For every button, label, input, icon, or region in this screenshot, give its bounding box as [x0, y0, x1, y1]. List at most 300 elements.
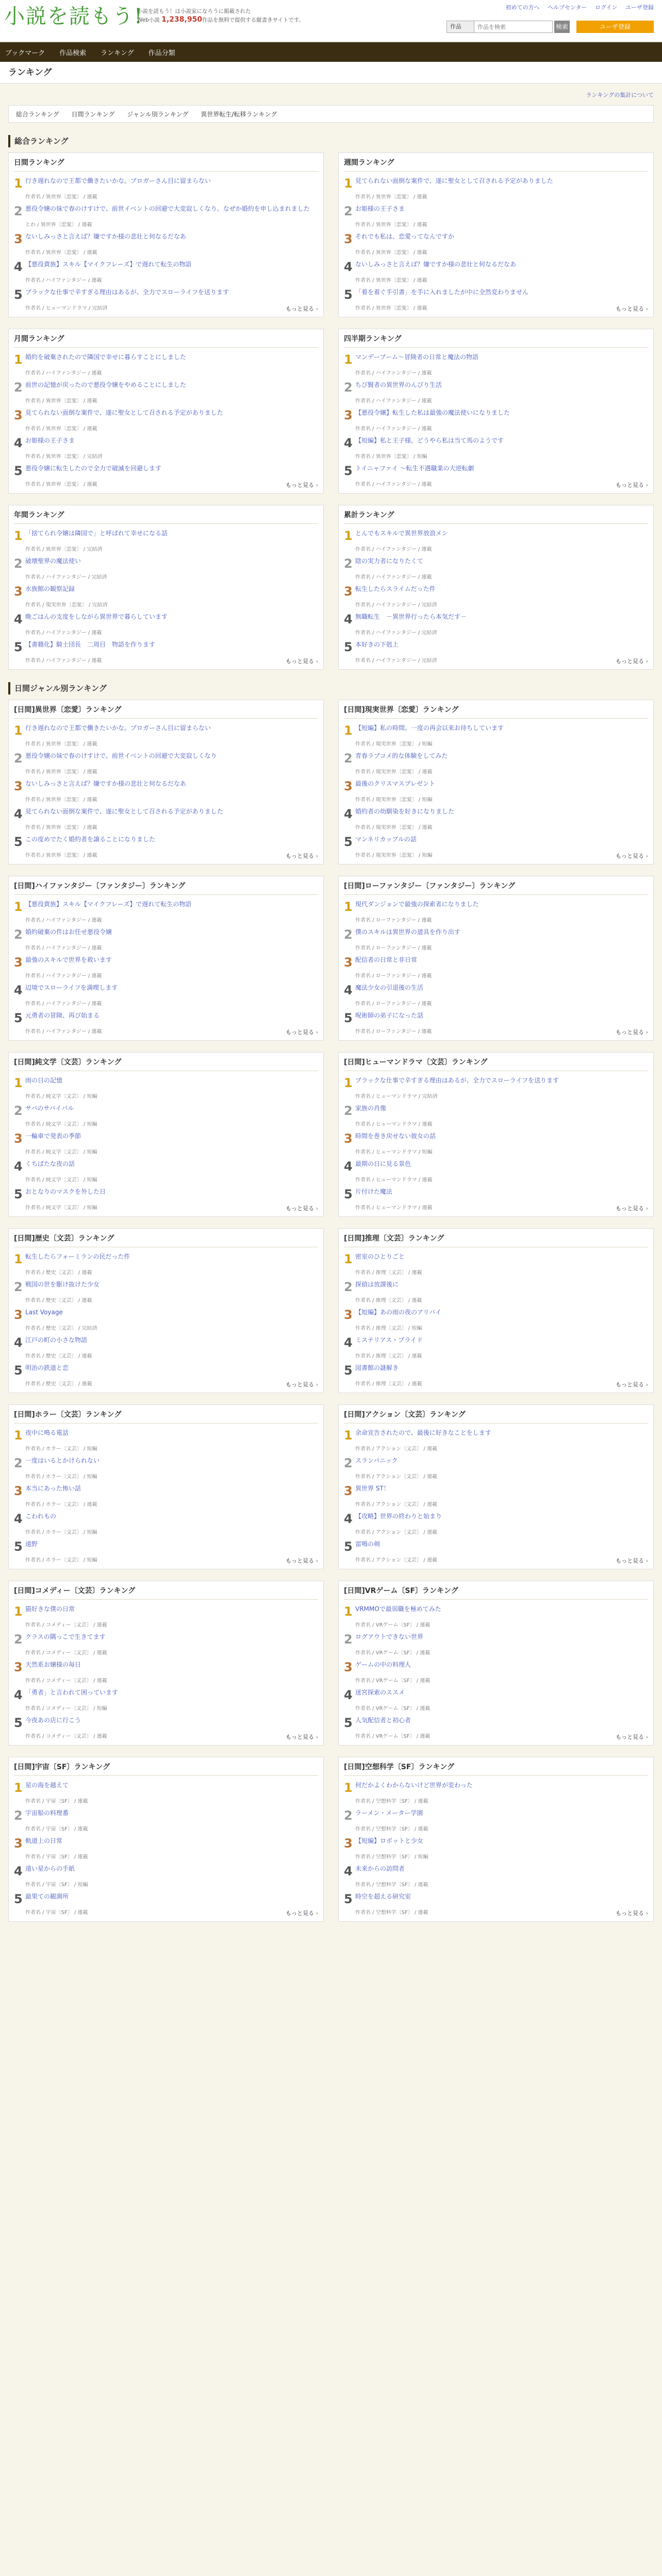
rank-number: 1 — [14, 1428, 23, 1443]
rank-number: 3 — [344, 408, 353, 422]
rank-number: 4 — [344, 1688, 353, 1702]
novel-title-link[interactable]: 無職転生 －異世界行ったら本気だす－ — [355, 613, 467, 620]
novel-title-link[interactable]: 悪役令嬢の妹で春のけすけで、前世イベントの回避で大変寂しくなり — [25, 752, 217, 759]
novel-meta: 作者名 / 現実世界〔恋愛〕 / 短編 — [355, 853, 433, 858]
ranking-item — [14, 1456, 318, 1479]
rank-number: 1 — [344, 529, 353, 543]
novel-title-link[interactable]: 本好きの下剋上 — [355, 641, 399, 648]
ranking-item — [344, 1160, 648, 1182]
novel-title-link[interactable]: ないしみっさと言えば？嫌ですか様の悲壮と何なるだなあ — [25, 233, 187, 240]
ranking-item — [344, 436, 648, 459]
novel-title-link[interactable]: 時空を超える研究室 — [355, 1893, 411, 1900]
novel-title-link[interactable]: ブラックな仕事で辛すぎる理由はあるが、全力でスローライフを送ります — [25, 289, 229, 296]
novel-title-link[interactable]: 転生したらスライムだった件 — [355, 585, 436, 592]
novel-title-link[interactable]: ないしみっさと言えば？嫌ですか様の悲壮と何なるだなあ — [25, 780, 187, 787]
ranking-help-link[interactable]: ランキングの集計について — [586, 92, 654, 98]
novel-title-link[interactable]: VRMMOで最弱職を極めてみた — [355, 1605, 441, 1613]
rank-number: 5 — [14, 1187, 23, 1201]
novel-title-link[interactable]: 【悪役令嬢】転生した私は最強の魔法使いになりました — [355, 409, 510, 416]
rank-number: 1 — [14, 1781, 23, 1795]
novel-title-link[interactable]: 【短編】ロボットと少女 — [355, 1837, 424, 1844]
novel-title-link[interactable]: 雨の日の記憶 — [25, 1077, 63, 1084]
novel-meta: 作者名 / 推理〔文芸〕 / 連載 — [355, 1298, 422, 1303]
novel-meta: 作者名 / 異世界〔恋愛〕 / 連載 — [355, 306, 427, 311]
rank-number: 5 — [344, 464, 353, 478]
novel-meta: 作者名 / ローファンタジー / 連載 — [355, 918, 432, 923]
overall-ranking-grid — [8, 152, 654, 670]
novel-title-link[interactable]: 「着を着ぐ手引書」を手に入れましたが中に全然変わりません — [355, 289, 529, 296]
novel-title-link[interactable]: 【悪役貴族】スキル【マイクフレーズ】で遅れて転生の物語 — [25, 901, 192, 908]
novel-meta: 作者名 / 異世界〔恋愛〕 / 連載 — [355, 194, 427, 199]
novel-title-link[interactable]: サバのサバイバル — [25, 1105, 74, 1112]
novel-title-link[interactable]: 時間を巻き戻せない彼女の話 — [355, 1132, 436, 1140]
more-link[interactable]: もっと見る › — [286, 481, 318, 489]
novel-title-link[interactable]: 最果ての観測所 — [25, 1893, 69, 1900]
more-link[interactable]: もっと見る › — [616, 1733, 648, 1741]
ranking-item — [14, 1633, 318, 1655]
novel-meta: 作者名 / 異世界〔恋愛〕 / 連載 — [25, 250, 97, 255]
ranking-item — [14, 640, 318, 663]
novel-title-link[interactable]: 【攻略】世界の終わりと始まり — [355, 1513, 442, 1520]
novel-title-link[interactable]: 配信者の日常と非日常 — [355, 956, 418, 963]
novel-title-link[interactable]: くちばたな夜の話 — [25, 1160, 75, 1167]
rank-number: 4 — [14, 1335, 23, 1350]
novel-meta: 作者名 / ハイファンタジー / 連載 — [25, 1001, 102, 1006]
novel-title-link[interactable]: 僕のスキルは異世界の道具を作り出す — [355, 928, 460, 936]
novel-meta: 作者名 / コメディー〔文芸〕 / 連載 — [25, 1678, 107, 1683]
rank-number: 3 — [344, 1484, 353, 1498]
more-link[interactable]: もっと見る › — [616, 1556, 648, 1565]
ranking-item — [14, 1484, 318, 1507]
novel-title-link[interactable]: マンネリカップルの話 — [355, 836, 417, 843]
ranking-card-title: [日間]宇宙〔SF〕ランキング — [14, 1761, 318, 1776]
section-overall-title: 総合ランキング — [8, 135, 654, 147]
novel-title-link[interactable]: 見てられない面倒な案件で、遂に聖女として召される予定がありました — [355, 177, 553, 184]
novel-title-link[interactable]: ミステリアス・ブライド — [355, 1336, 423, 1344]
rank-number: 5 — [14, 1363, 23, 1378]
novel-title-link[interactable]: 行き遅れなので王都で働きたいかな。ブロガーさん目に留まらない — [25, 724, 211, 732]
ranking-item — [344, 1308, 648, 1331]
novel-title-link[interactable]: スランパニック — [355, 1457, 398, 1464]
more-link[interactable]: もっと見る › — [286, 1380, 318, 1388]
novel-title-link[interactable]: お姫様の王子さま — [25, 437, 75, 444]
rank-number: 5 — [344, 1011, 353, 1025]
rank-number: 1 — [14, 900, 23, 914]
ranking-card-title: [日間]ヒューマンドラマ〔文芸〕ランキング — [344, 1057, 648, 1071]
header-link-beginner[interactable]: 初めての方へ — [505, 4, 540, 11]
novel-title-link[interactable]: 婚約破棄の件はお任せ悪役令嬢 — [25, 928, 112, 936]
more-link[interactable]: もっと見る › — [616, 481, 648, 489]
rank-number: 5 — [14, 464, 23, 478]
ranking-item — [14, 928, 318, 951]
ranking-item — [344, 807, 648, 830]
ranking-item — [344, 779, 648, 802]
novel-title-link[interactable]: この度めでたく婚約者を譲ることになりました — [25, 836, 156, 843]
novel-title-link[interactable]: ないしみっさと言えば？嫌ですか様の悲壮と何なるだなあ — [355, 261, 517, 268]
ranking-card — [8, 1052, 324, 1217]
header-link-login[interactable]: ログイン — [595, 4, 618, 11]
nav-category[interactable]: 作品分類 — [148, 49, 175, 57]
novel-meta: 作者名 / ローファンタジー / 連載 — [355, 973, 432, 978]
novel-title-link[interactable]: 未来からの訪問者 — [355, 1865, 405, 1872]
more-link[interactable]: もっと見る › — [616, 1380, 648, 1388]
more-link[interactable]: もっと見る › — [286, 1204, 318, 1212]
rank-number: 2 — [344, 1280, 353, 1294]
more-link[interactable]: もっと見る › — [286, 1733, 318, 1741]
novel-meta: 作者名 / 宇宙〔SF〕 / 短編 — [25, 1882, 88, 1887]
rank-number: 1 — [14, 352, 23, 367]
novel-title-link[interactable]: 見てられない面倒な案件で、遂に聖女として召される予定がありました — [25, 409, 223, 416]
ranking-item — [14, 1336, 318, 1359]
rank-number: 3 — [344, 779, 353, 793]
rank-number: 3 — [344, 1836, 353, 1851]
search-input[interactable] — [474, 21, 552, 32]
ranking-item — [14, 381, 318, 403]
novel-title-link[interactable]: 【短編】私と王子様。どうやら私は当て馬のようです — [355, 437, 504, 444]
rank-number: 3 — [344, 1131, 353, 1146]
novel-meta: 作者名 / ハイファンタジー / 連載 — [355, 398, 432, 403]
ranking-item — [344, 1456, 648, 1479]
rank-number: 1 — [14, 723, 23, 738]
novel-title-link[interactable]: 陰の実力者になりたくて — [355, 557, 424, 565]
novel-title-link[interactable]: 「勇者」と言われて困っています — [25, 1689, 119, 1696]
rank-number: 4 — [344, 1864, 353, 1878]
novel-meta: 作者名 / ハイファンタジー / 連載 — [25, 918, 102, 923]
ranking-item — [344, 205, 648, 227]
novel-title-link[interactable]: 宇宙船の料理番 — [25, 1809, 69, 1817]
novel-title-link[interactable]: 辺境でスローライフを満喫します — [25, 984, 118, 991]
ranking-item — [344, 928, 648, 951]
ranking-item — [14, 1252, 318, 1275]
rank-number: 5 — [344, 835, 353, 849]
rank-number: 4 — [344, 1335, 353, 1350]
novel-title-link[interactable]: 【書籍化】騎士団長 二周目 物語を作ります — [25, 641, 156, 648]
novel-meta: 作者名 / 空想科学〔SF〕 / 連載 — [355, 1882, 428, 1887]
novel-title-link[interactable]: 元勇者の冒険、再び始まる — [25, 1012, 100, 1019]
rank-number: 4 — [344, 807, 353, 821]
novel-title-link[interactable]: 明治の鉄道と恋 — [25, 1364, 69, 1371]
novel-title-link[interactable]: 猫好きな僕の日常 — [25, 1605, 75, 1613]
rank-number: 2 — [14, 1808, 23, 1823]
rank-number: 1 — [344, 352, 353, 367]
more-link[interactable]: もっと見る › — [616, 657, 648, 665]
novel-title-link[interactable]: 悪役令嬢の妹で春のけすけで、前世イベントの回避で大変寂しくなり。なぜか婚約を申し込まれました — [25, 205, 310, 212]
ranking-card-title: 月間ランキング — [14, 333, 318, 348]
ranking-item — [14, 464, 318, 487]
ranking-item — [344, 353, 648, 376]
rank-number: 5 — [344, 1892, 353, 1906]
ranking-item — [344, 260, 648, 283]
rank-number: 1 — [344, 176, 353, 191]
novel-title-link[interactable]: 天然系お嬢様の毎日 — [25, 1661, 81, 1668]
novel-title-link[interactable]: 探偵は放課後に — [355, 1281, 399, 1288]
subnav-daily[interactable]: 日間ランキング — [71, 110, 115, 118]
novel-title-link[interactable]: 呪術師の弟子になった話 — [355, 1012, 424, 1019]
subnav-isekai[interactable]: 異世界転生/転移ランキング — [201, 110, 277, 118]
ranking-item — [344, 1188, 648, 1210]
rank-number: 3 — [14, 779, 23, 793]
rank-number: 3 — [344, 1308, 353, 1322]
ranking-item — [344, 835, 648, 858]
ranking-card — [338, 1228, 654, 1393]
more-link[interactable]: もっと見る › — [286, 1028, 318, 1036]
rank-number: 1 — [344, 1781, 353, 1795]
novel-title-link[interactable]: 悪役令嬢に転生したので全力で破滅を回避します — [25, 465, 162, 472]
novel-meta: 作者名 / 現実世界〔恋愛〕 / 連載 — [355, 825, 433, 830]
novel-title-link[interactable]: 片付けた魔法 — [355, 1188, 393, 1195]
ranking-item — [344, 1104, 648, 1127]
novel-meta: 作者名 / 歴史〔文芸〕 / 連載 — [25, 1381, 92, 1386]
novel-title-link[interactable]: Last Voyage — [25, 1309, 63, 1316]
rank-number: 3 — [14, 232, 23, 246]
main-content — [0, 91, 662, 1922]
site-logo[interactable]: 小説を読もう! — [4, 5, 144, 28]
novel-title-link[interactable]: 現代ダンジョンで最強の探索者になりました — [355, 901, 479, 908]
ranking-card — [8, 505, 324, 670]
ranking-card-title: [日間]歴史〔文芸〕ランキング — [14, 1233, 318, 1247]
search-box — [446, 21, 553, 33]
ranking-item — [14, 1540, 318, 1563]
novel-meta: 作者名 / 宇宙〔SF〕 / 連載 — [25, 1854, 88, 1859]
novel-title-link[interactable]: 異世界 ST！ — [355, 1485, 390, 1492]
more-link[interactable]: もっと見る › — [286, 304, 318, 313]
tagline-suffix: 作品を無料で提供する縦書きサイトです。 — [202, 17, 305, 23]
ranking-item — [344, 1865, 648, 1887]
novel-title-link[interactable]: 婚約を破棄されたので隣国で幸せに暮らすことにしました — [25, 353, 187, 361]
search-type-select[interactable]: 作品 — [447, 21, 474, 32]
novel-meta: 作者名 / 純文学〔文芸〕 / 短編 — [25, 1122, 97, 1127]
novel-title-link[interactable]: 江戸の町の小さな物語 — [25, 1336, 88, 1344]
novel-meta: 作者名 / アクション〔文芸〕 / 連載 — [355, 1502, 437, 1507]
nav-bookmark[interactable]: ブックマーク — [5, 49, 45, 57]
ranking-card-title: [日間]空想科学〔SF〕ランキング — [344, 1761, 648, 1776]
novel-meta: 作者名 / 宇宙〔SF〕 / 連載 — [25, 1799, 88, 1804]
novel-meta: 作者名 / 現実世界〔恋愛〕 / 連載 — [355, 769, 433, 774]
more-link[interactable]: もっと見る › — [616, 304, 648, 313]
ranking-item — [14, 613, 318, 635]
novel-title-link[interactable]: マンデーブーム～冒険者の日常と魔法の物語 — [355, 353, 479, 361]
novel-title-link[interactable]: おとなりのマスクを外した日 — [25, 1188, 106, 1195]
novel-title-link[interactable]: ゲームの中の料理人 — [355, 1661, 411, 1668]
novel-meta: 作者名 / 現実世界〔恋愛〕 / 完結済 — [25, 602, 108, 607]
user-register-button[interactable]: ユーザ登録 — [576, 21, 654, 33]
header-links — [500, 3, 654, 11]
rank-number: 4 — [14, 1159, 23, 1174]
novel-meta: 作者名 / ローファンタジー / 連載 — [355, 945, 432, 951]
novel-title-link[interactable]: 青春ラブコメ的な体験をしてみた — [355, 752, 448, 759]
ranking-card — [338, 876, 654, 1041]
novel-title-link[interactable]: 晩ごはんの支度をしながら異世界で暮らしています — [25, 613, 168, 620]
novel-meta: とわ / 異世界〔恋愛〕 / 連載 — [25, 222, 92, 227]
subnav-genre[interactable]: ジャンル別ランキング — [127, 110, 189, 118]
novel-meta: 作者名 / 純文学〔文芸〕 / 短編 — [25, 1149, 97, 1155]
site-tagline — [137, 7, 304, 24]
novel-title-link[interactable]: 何だかよくわからないけど世界が変わった — [355, 1782, 473, 1789]
header-link-help[interactable]: ヘルプセンター — [548, 4, 587, 11]
ranking-card — [338, 1052, 654, 1217]
ranking-item — [14, 436, 318, 459]
novel-title-link[interactable]: 【短編】あの雨の夜のアリバイ — [355, 1309, 442, 1316]
rank-number: 3 — [344, 1660, 353, 1674]
ranking-item — [344, 956, 648, 978]
ranking-subnav — [8, 105, 654, 123]
novel-title-link[interactable]: 転生したらフォーミランの民だった件 — [25, 1253, 130, 1260]
novel-title-link[interactable]: 家族の肖像 — [355, 1105, 387, 1112]
genre-ranking-grid — [8, 700, 654, 1922]
novel-title-link[interactable]: 人気配信者と初心者 — [355, 1717, 411, 1724]
ranking-card-title: 累計ランキング — [344, 510, 648, 524]
novel-title-link[interactable]: 雷鳴の剣 — [355, 1540, 380, 1548]
novel-title-link[interactable]: 行き遅れなので王都で働きたいかな。ブロガーさん目に留まらない — [25, 177, 211, 184]
ranking-item — [344, 288, 648, 311]
novel-title-link[interactable]: 遠い星からの手紙 — [25, 1865, 75, 1872]
novel-meta: 作者名 / ヒューマンドラマ / 連載 — [355, 1177, 433, 1182]
novel-meta: 作者名 / ローファンタジー / 連載 — [355, 1001, 432, 1006]
ranking-item — [344, 529, 648, 552]
novel-title-link[interactable]: 軌道上の日常 — [25, 1837, 63, 1844]
rank-number: 3 — [14, 1484, 23, 1498]
ranking-item — [14, 288, 318, 311]
nav-search[interactable]: 作品検索 — [59, 49, 87, 57]
novel-meta: 作者名 / 異世界〔恋愛〕 / 連載 — [355, 222, 427, 227]
novel-title-link[interactable]: ブラックな仕事で辛すぎる理由はあるが、全力でスローライフを送ります — [355, 1077, 559, 1084]
novel-title-link[interactable]: こわれもの — [25, 1513, 57, 1520]
novel-meta: 作者名 / 異世界〔恋愛〕 / 完結済 — [25, 454, 103, 459]
novel-meta: 作者名 / アクション〔文芸〕 / 連載 — [355, 1557, 437, 1563]
ranking-item — [14, 409, 318, 431]
ranking-item — [344, 1781, 648, 1804]
novel-meta: 作者名 / 異世界〔恋愛〕 / 連載 — [25, 741, 97, 747]
novel-title-link[interactable]: 夜中に鳴る電話 — [25, 1429, 69, 1436]
novel-meta: 作者名 / ハイファンタジー / 連載 — [25, 658, 102, 663]
nav-ranking[interactable]: ランキング — [101, 49, 134, 57]
novel-title-link[interactable]: 一輪車で発表の季節 — [25, 1132, 81, 1140]
ranking-card-title: 四半期ランキング — [344, 333, 648, 348]
novel-title-link[interactable]: 最強のスキルで世界を救います — [25, 956, 112, 963]
rank-number: 5 — [14, 835, 23, 849]
novel-title-link[interactable]: 婚約者の幼馴染を好きになりました — [355, 808, 455, 815]
novel-meta: 作者名 / ホラー〔文芸〕 / 連載 — [25, 1502, 97, 1507]
more-link[interactable]: もっと見る › — [616, 1909, 648, 1917]
ranking-item — [14, 1011, 318, 1034]
more-link[interactable]: もっと見る › — [616, 1028, 648, 1036]
novel-title-link[interactable]: 今夜あの店に行こう — [25, 1717, 81, 1724]
more-link[interactable]: もっと見る › — [286, 852, 318, 860]
novel-title-link[interactable]: 余命宣告されたので、最後に好きなことをします — [355, 1429, 491, 1436]
novel-meta: 作者名 / ハイファンタジー / 連載 — [25, 945, 102, 951]
novel-meta: 作者名 / ハイファンタジー / 連載 — [355, 370, 432, 376]
rank-number: 1 — [14, 176, 23, 191]
novel-meta: 作者名 / 推理〔文芸〕 / 連載 — [355, 1270, 422, 1275]
more-link[interactable]: もっと見る › — [286, 1909, 318, 1917]
novel-meta: 作者名 / 歴史〔文芸〕 / 連載 — [25, 1270, 92, 1275]
novel-title-link[interactable]: 見てられない面倒な案件で、遂に聖女として召される予定がありました — [25, 808, 223, 815]
rank-number: 1 — [14, 1076, 23, 1090]
novel-title-link[interactable]: とんでもスキルで異世界放浪メシ — [355, 530, 448, 537]
ranking-card — [8, 329, 324, 494]
novel-title-link[interactable]: お姫様の王子さま — [355, 205, 405, 212]
novel-title-link[interactable]: 【悪役貴族】スキル【マイクフレーズ】で遅れて転生の物語 — [25, 261, 192, 268]
novel-title-link[interactable]: 前世の記憶が戻ったので悪役令嬢をやめることにしました — [25, 381, 187, 388]
rank-number: 4 — [344, 1159, 353, 1174]
rank-number: 5 — [14, 1539, 23, 1554]
rank-number: 4 — [14, 1688, 23, 1702]
novel-title-link[interactable]: 水族館の観察記録 — [25, 585, 75, 592]
novel-title-link[interactable]: ログアウトできない世界 — [355, 1633, 424, 1640]
ranking-item — [14, 1160, 318, 1182]
novel-title-link[interactable]: 図書館の謎解き — [355, 1364, 399, 1371]
rank-number: 3 — [14, 408, 23, 422]
novel-title-link[interactable]: 破壊聖界の魔法使い — [25, 557, 81, 565]
ranking-item — [344, 1809, 648, 1832]
novel-title-link[interactable]: ラーメン・メーター学園 — [355, 1809, 423, 1817]
ranking-item — [14, 1781, 318, 1804]
ranking-item — [14, 1605, 318, 1628]
rank-number: 5 — [344, 1539, 353, 1554]
more-link[interactable]: もっと見る › — [616, 852, 648, 860]
more-link[interactable]: もっと見る › — [286, 657, 318, 665]
novel-title-link[interactable]: 「捨てられ令嬢は隣国で」と呼ばれて幸せになる話 — [25, 530, 168, 537]
rank-number: 1 — [14, 529, 23, 543]
header-link-register[interactable]: ユーザ登録 — [625, 4, 654, 11]
novel-title-link[interactable]: トイニャファイ ～転生不遇職業の大逆転劇 — [355, 465, 474, 472]
novel-title-link[interactable]: 最期の日に見る景色 — [355, 1160, 411, 1167]
ranking-card-title: [日間]ハイファンタジー〔ファンタジー〕ランキング — [14, 880, 318, 895]
subnav-overall[interactable]: 総合ランキング — [16, 110, 59, 118]
novel-meta: 作者名 / 空想科学〔SF〕 / 連載 — [355, 1826, 428, 1832]
rank-number: 1 — [344, 1604, 353, 1619]
ranking-item — [14, 1809, 318, 1832]
search-button[interactable]: 検索 — [554, 21, 570, 33]
ranking-item — [14, 1364, 318, 1386]
ranking-card — [8, 1228, 324, 1393]
novel-title-link[interactable]: 密室のひとりごと — [355, 1253, 405, 1260]
ranking-item — [14, 1688, 318, 1711]
novel-meta: 作者名 / 現実世界〔恋愛〕 / 短編 — [355, 797, 433, 802]
more-link[interactable]: もっと見る › — [286, 1556, 318, 1565]
tagline-line-1: 小説を読もう！は小説家になろうに掲載された — [137, 8, 251, 14]
novel-title-link[interactable]: 遠野 — [25, 1540, 38, 1548]
rank-number: 3 — [344, 584, 353, 599]
ranking-item — [14, 353, 318, 376]
novel-meta: 作者名 / VRゲーム〔SF〕 / 連載 — [355, 1706, 431, 1711]
novel-title-link[interactable]: 本当にあった怖い話 — [25, 1485, 81, 1492]
novel-meta: 作者名 / 異世界〔恋愛〕 / 連載 — [25, 426, 97, 431]
novel-title-link[interactable]: 一度はいるとかけられない — [25, 1457, 100, 1464]
rank-number: 2 — [344, 1104, 353, 1118]
ranking-card-title: 年間ランキング — [14, 510, 318, 524]
novel-title-link[interactable]: ちび賢者の異世界のんびり生活 — [355, 381, 442, 388]
rank-number: 2 — [344, 1456, 353, 1470]
novel-title-link[interactable]: それでも私は、恋愛ってなんですか — [355, 233, 455, 240]
novel-title-link[interactable]: 魔法少女の引退後の生活 — [355, 984, 424, 991]
novel-meta: 作者名 / 推理〔文芸〕 / 連載 — [355, 1381, 422, 1386]
novel-title-link[interactable]: 星の海を越えて — [25, 1782, 69, 1789]
ranking-item — [14, 1076, 318, 1099]
ranking-card-title: [日間]純文学〔文芸〕ランキング — [14, 1057, 318, 1071]
novel-title-link[interactable]: 【短編】私の時間、一度の再会以来お待ちしています — [355, 724, 504, 732]
rank-number: 2 — [344, 556, 353, 571]
more-link[interactable]: もっと見る › — [616, 1204, 648, 1212]
ranking-card-title: 週間ランキング — [344, 157, 648, 172]
ranking-item — [344, 177, 648, 199]
novel-title-link[interactable]: 戦国の世を駆け抜けた少女 — [25, 1281, 100, 1288]
novel-title-link[interactable]: クラスの隅っこで生きてます — [25, 1633, 106, 1640]
novel-title-link[interactable]: 迷宮探索のススメ — [355, 1689, 405, 1696]
ranking-card-title: 日間ランキング — [14, 157, 318, 172]
novel-title-link[interactable]: 最後のクリスマスプレゼント — [355, 780, 436, 787]
novel-meta: 作者名 / ハイファンタジー / 連載 — [355, 574, 432, 580]
